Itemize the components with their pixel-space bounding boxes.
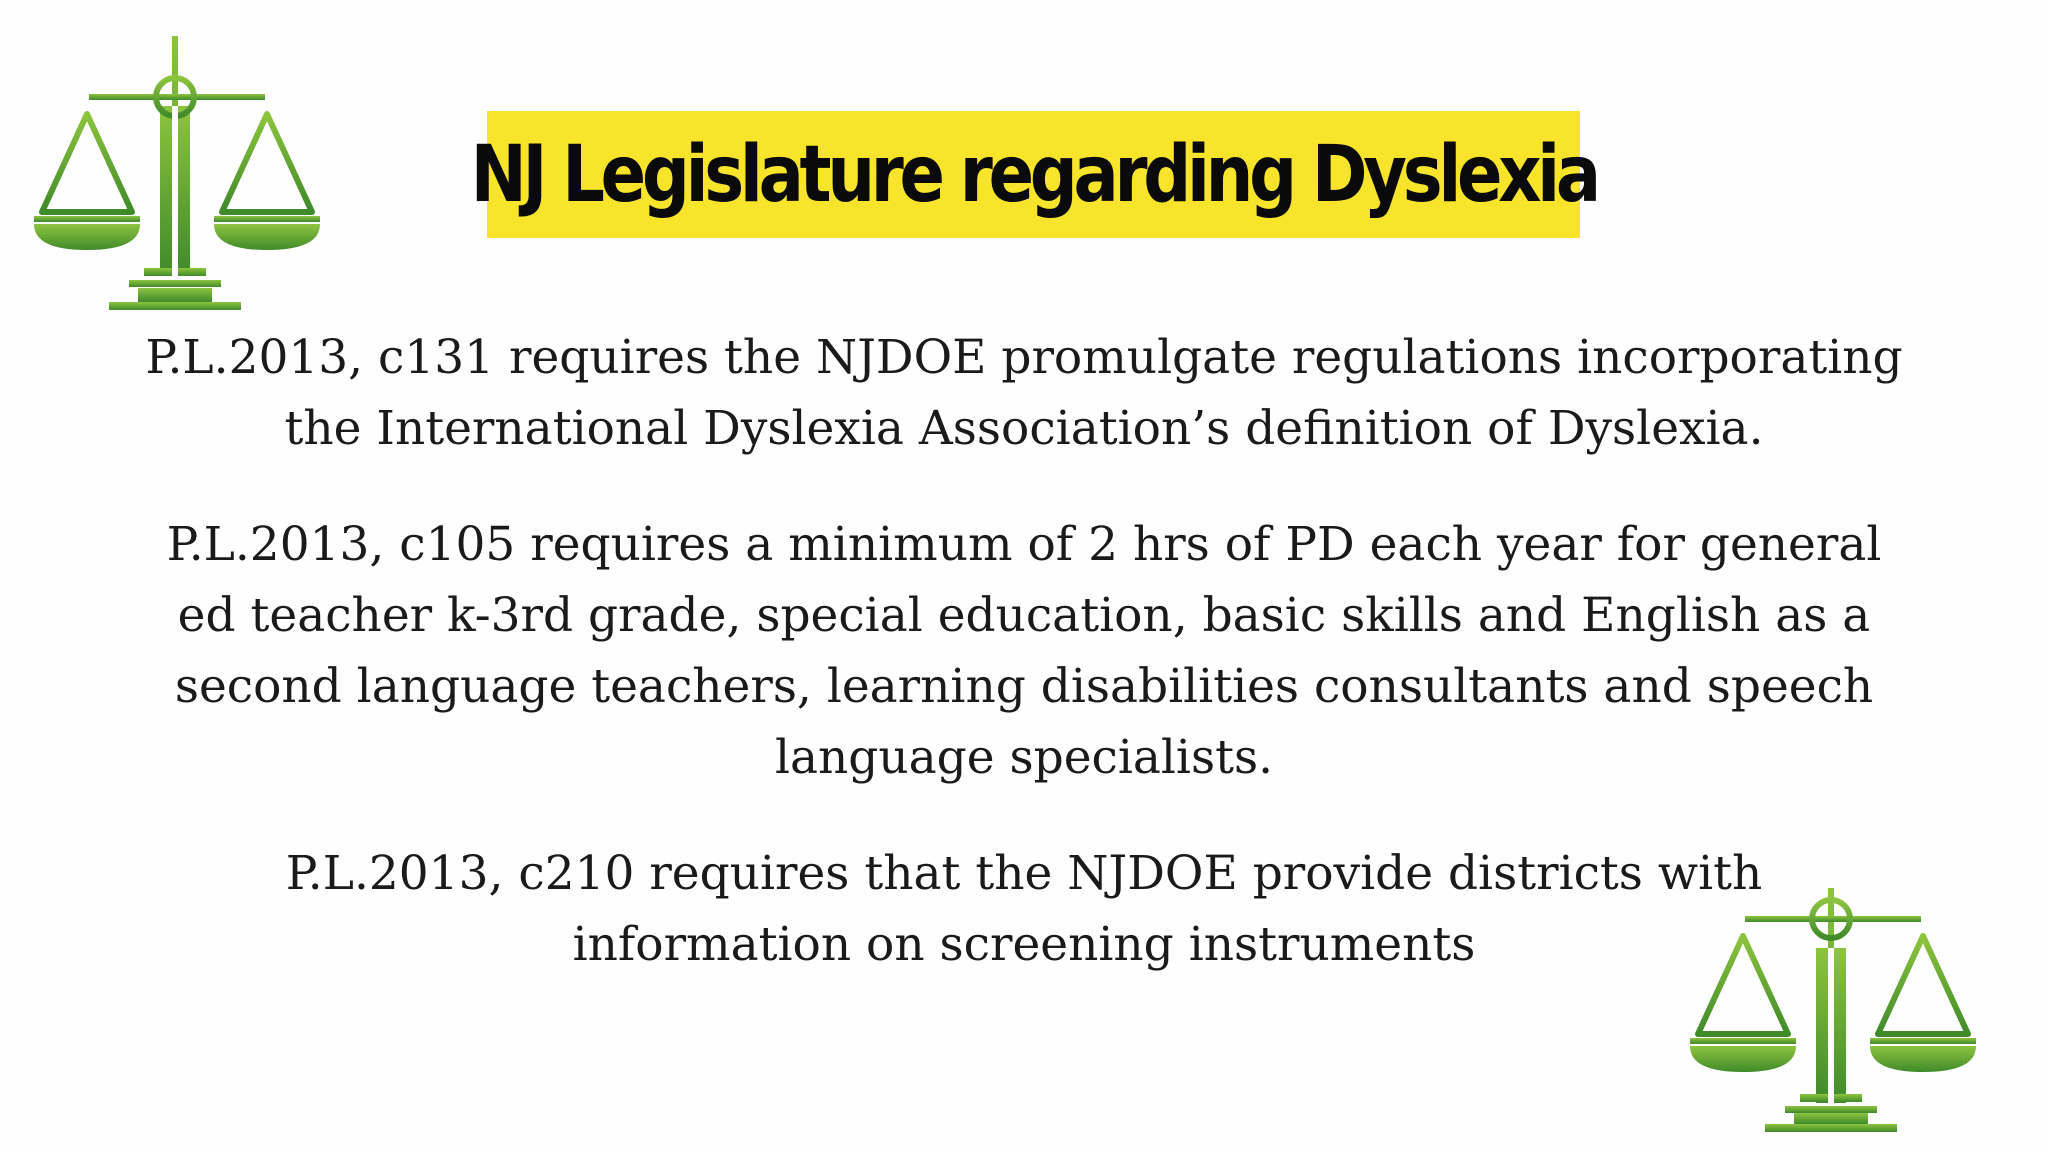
paragraph-c105: P.L.2013, c105 requires a minimum of 2 hrs of PD each year for general ed teacher k-3rd grade, special education, basic skills and English as a second language teachers, learning disabilities consultants and speech language specialists. <box>166 517 1882 785</box>
title-highlight-box <box>470 111 1597 238</box>
paragraph-c131: P.L.2013, c131 requires the NJDOE promulgate regulations incorporating the International Dyslexia Association’s definition of Dyslexia. <box>145 330 1903 456</box>
paragraph-c210: P.L.2013, c210 requires that the NJDOE provide districts with information on screening instruments <box>285 846 1763 972</box>
scales-of-justice-icon <box>34 36 320 316</box>
scales-of-justice-icon <box>1690 888 1976 1132</box>
slide-title: NJ Legislature regarding Dyslexia <box>470 129 1597 220</box>
